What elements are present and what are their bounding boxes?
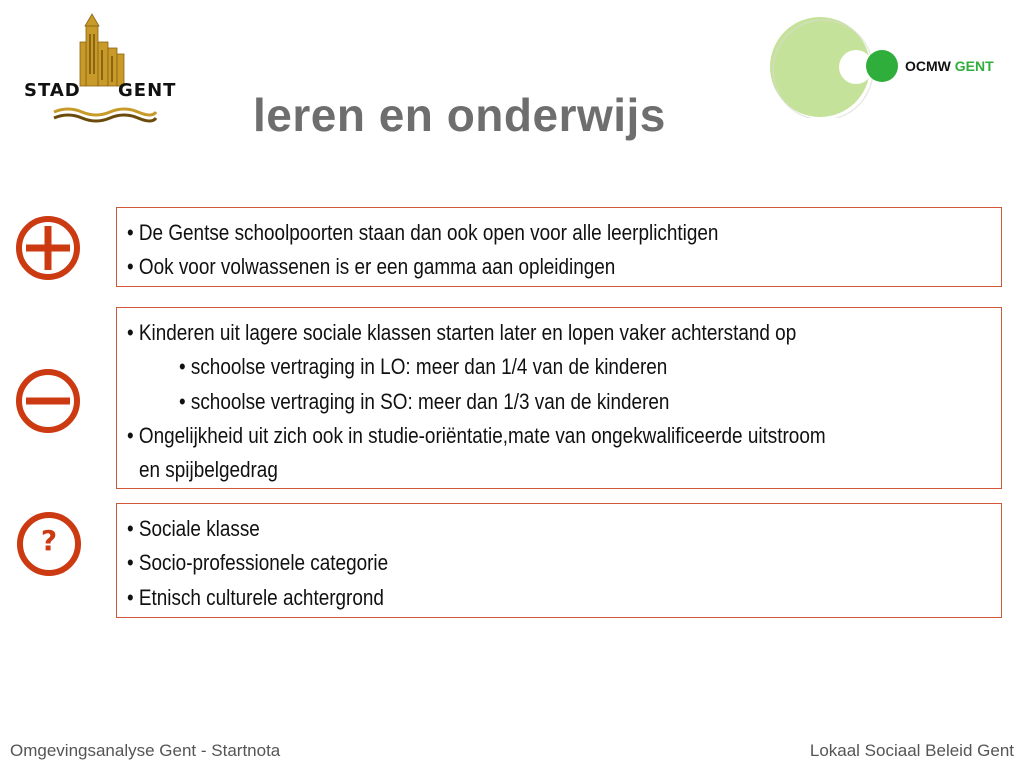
cons-subline: • schoolse vertraging in SO: meer dan 1/3 van de kinderen (179, 388, 670, 414)
ocmw-gent-logo (765, 14, 1020, 118)
questions-line: • Sociale klasse (127, 516, 260, 541)
footer-right-text: Lokaal Sociaal Beleid Gent (809, 741, 1014, 760)
page-title: leren en onderwijs (253, 89, 666, 141)
question-circle-icon (15, 510, 83, 578)
questions-line: • Etnisch culturele achtergrond (127, 584, 384, 610)
ocmw-circles-icon (765, 14, 905, 118)
plus-circle-icon (14, 214, 82, 282)
pros-box (116, 207, 1002, 287)
cons-line-continuation: en spijbelgedrag (139, 457, 278, 483)
ocmw-wordmark-gent: GENT (954, 58, 994, 74)
question-mark-glyph: ? (40, 524, 58, 557)
gent-tower-icon (22, 12, 192, 124)
stad-gent-logo-word-right: GENT (118, 80, 177, 101)
pros-line: • Ook voor volwassenen is er een gamma aan opleidingen (127, 254, 616, 280)
ocmw-gent-wordmark (905, 58, 994, 74)
cons-subline: • schoolse vertraging in LO: meer dan 1/4 van de kinderen (179, 354, 668, 380)
minus-circle-icon (14, 367, 82, 435)
questions-box (116, 503, 1002, 618)
pros-line: • De Gentse schoolpoorten staan dan ook open voor alle leerplichtigen (127, 220, 719, 245)
stad-gent-logo-word-left: STAD (24, 80, 81, 101)
cons-line: • Kinderen uit lagere sociale klassen starten later en lopen vaker achterstand op (127, 320, 797, 345)
cons-box (116, 307, 1002, 489)
footer-left-text: Omgevingsanalyse Gent - Startnota (10, 741, 281, 760)
cons-line: • Ongelijkheid uit zich ook in studie-oriëntatie,mate van ongekwalificeerde uitstroom (127, 422, 826, 448)
ocmw-wordmark-ocmw: OCMW (905, 58, 951, 74)
stad-gent-logo (22, 12, 192, 124)
questions-line: • Socio-professionele categorie (127, 550, 389, 576)
